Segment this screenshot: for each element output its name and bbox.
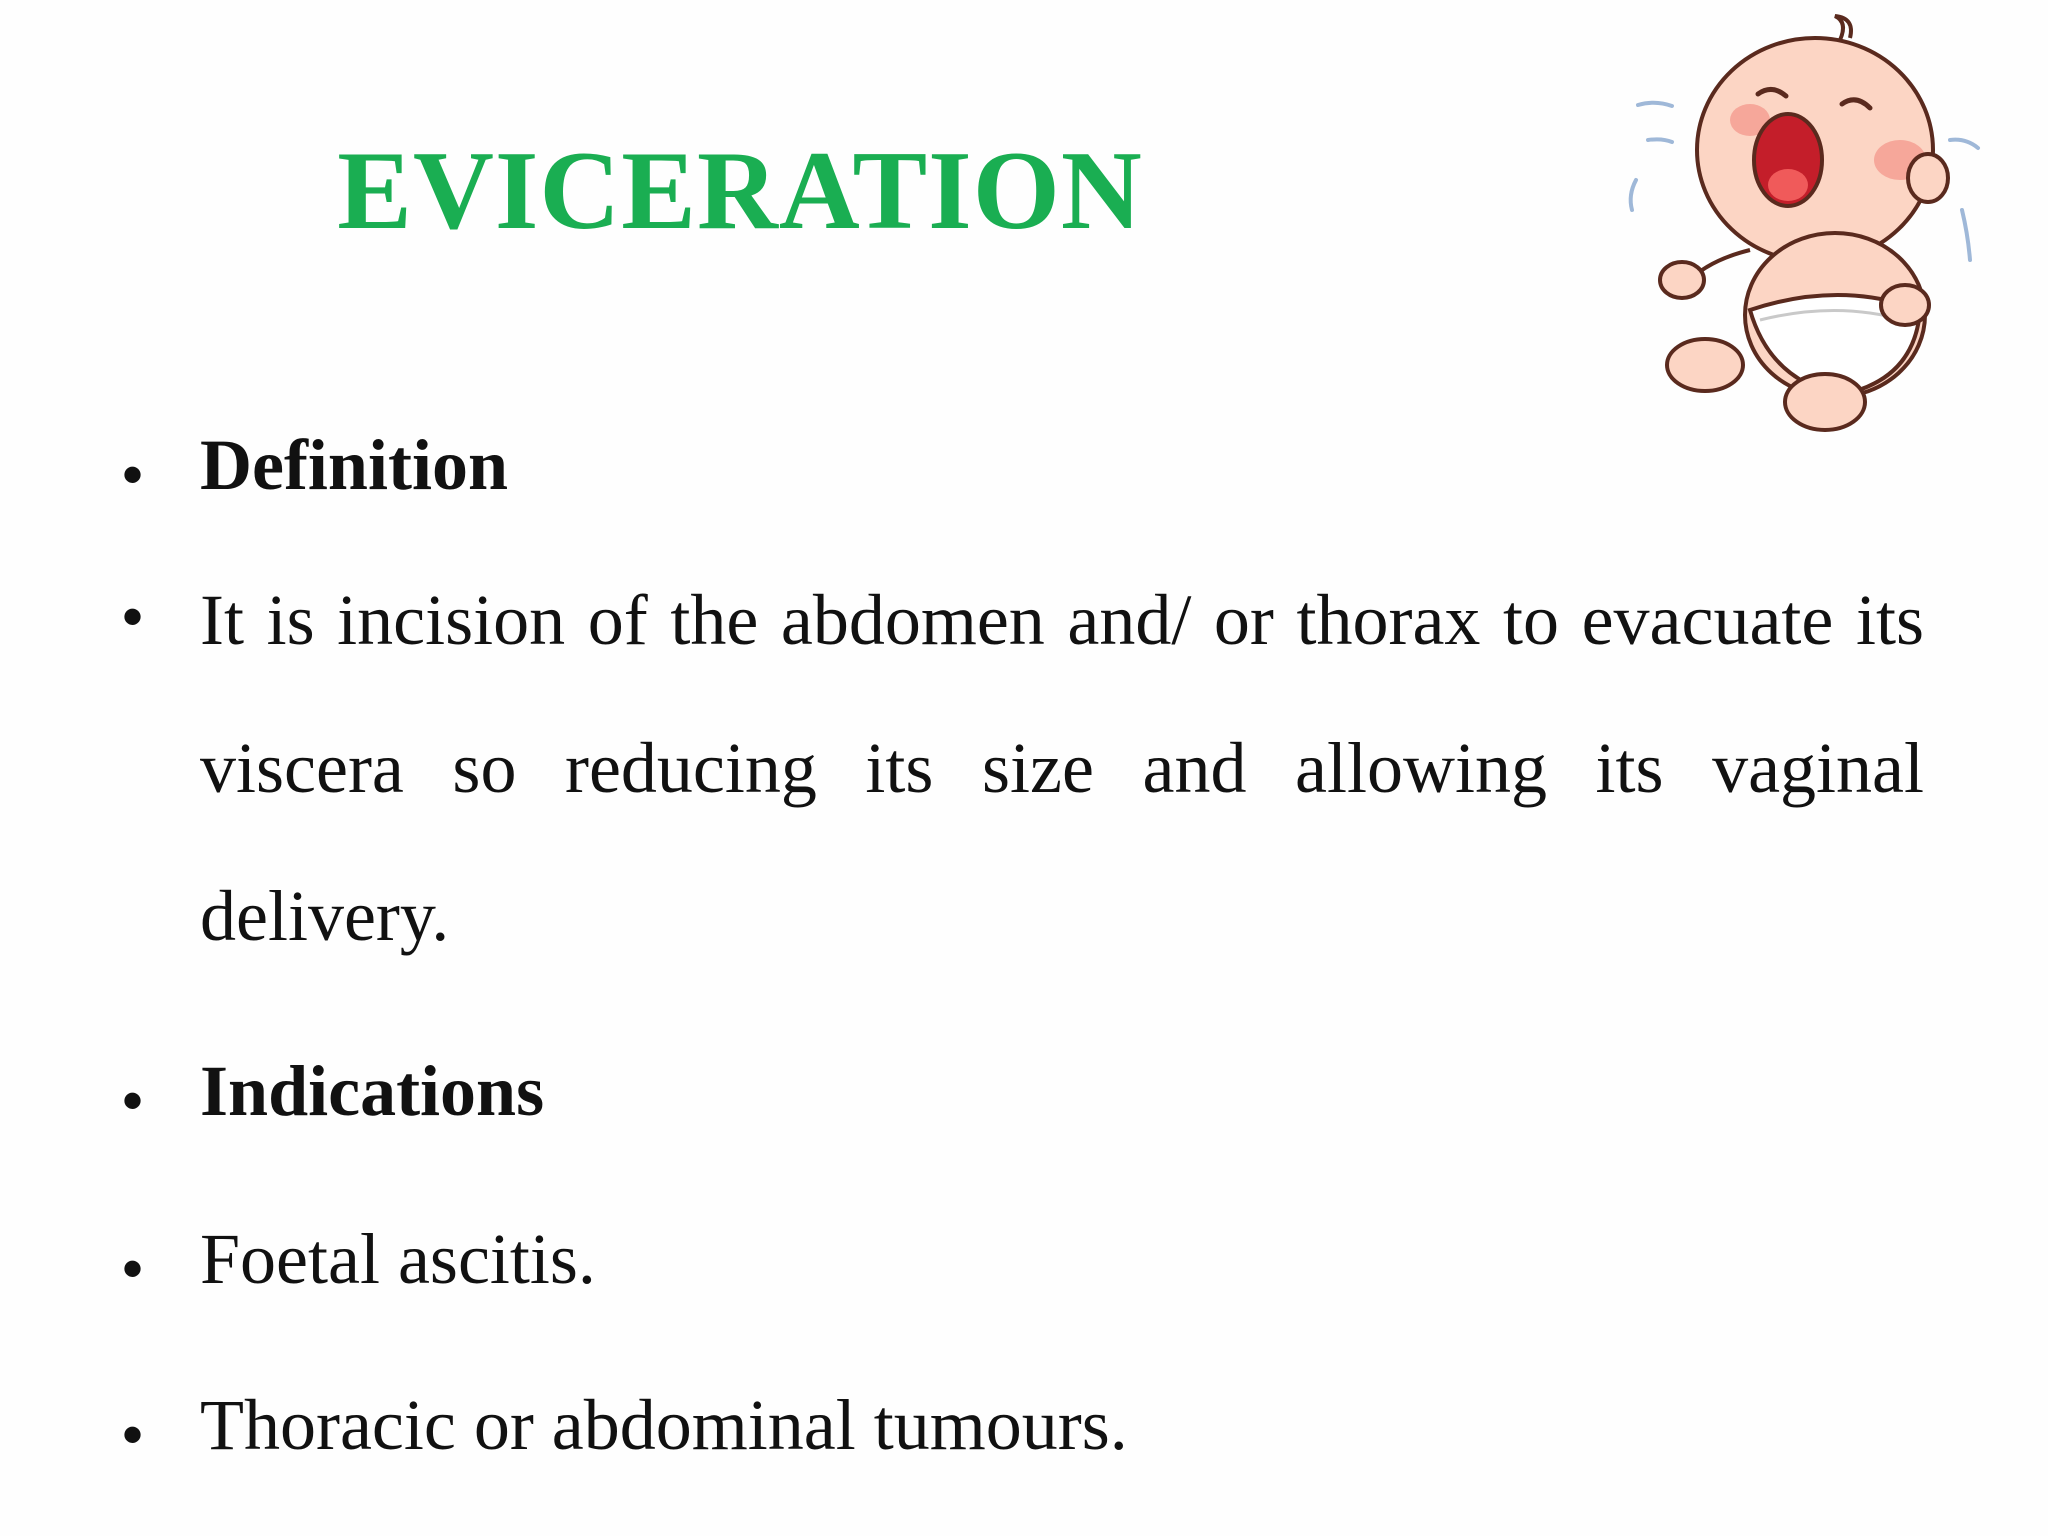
bullet-icon: •	[122, 583, 144, 650]
bullet-text-foetal-ascitis: Foetal ascitis.	[200, 1219, 596, 1299]
bullet-icon: •	[122, 1401, 144, 1468]
bullet-text-definition-body: It is incision of the abdomen and/ or thorax to evacuate its viscera so reducing its size and allowing its vaginal delivery.	[200, 580, 1924, 956]
bullet-icon: •	[122, 441, 144, 508]
bullet-icon: •	[122, 1067, 144, 1134]
bullet-text-indications: Indications	[200, 1051, 545, 1131]
bullet-icon: •	[122, 1235, 144, 1302]
slide-title: EVICERATION	[337, 129, 1143, 253]
bullet-text-tumours: Thoracic or abdominal tumours.	[200, 1385, 1128, 1465]
bullet-text-definition: Definition	[200, 425, 509, 505]
